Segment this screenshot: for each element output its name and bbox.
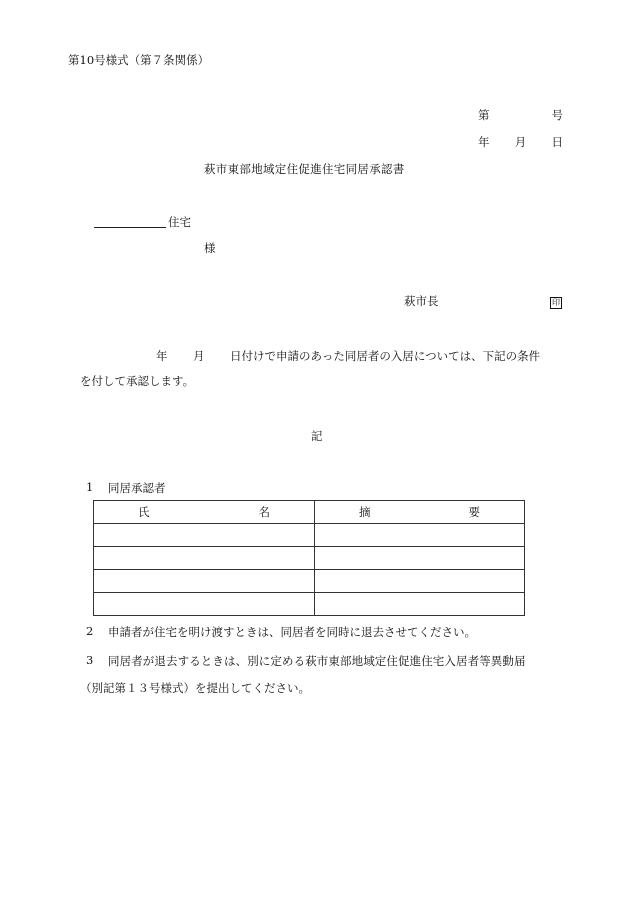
condition2-text: 申請者が住宅を明け渡すときは、同居者を同時に退去させてください。	[108, 625, 476, 639]
cell-remarks	[315, 593, 525, 616]
cell-name	[94, 547, 315, 570]
header-name-char1: 氏	[138, 505, 150, 519]
condition2-number: 2	[86, 624, 94, 638]
ki-heading: 記	[311, 429, 323, 443]
header-remarks	[315, 501, 525, 524]
addressee-name-blank	[94, 227, 166, 228]
table-row	[94, 524, 525, 547]
addressee-housing-label: 住宅	[168, 215, 191, 229]
header-name-char2: 名	[258, 505, 270, 519]
seal-mark: 印	[552, 298, 560, 307]
header-remarks-char1: 摘	[359, 505, 371, 519]
body-line1: 日付けで申請のあった同居者の入居については、下記の条件	[230, 349, 541, 363]
condition3-number: 3	[86, 653, 94, 667]
header-name	[94, 501, 315, 524]
table-row	[94, 547, 525, 570]
document-number-line	[478, 107, 563, 123]
header-remarks-char2: 要	[468, 505, 480, 519]
doc-number-suffix: 号	[551, 108, 563, 122]
cell-remarks	[315, 570, 525, 593]
date-day: 日	[551, 135, 563, 149]
section1-number: 1	[86, 480, 94, 494]
section1-label: 同居承認者	[108, 481, 166, 495]
cell-name	[94, 570, 315, 593]
table-row	[94, 570, 525, 593]
body-year: 年	[156, 349, 168, 363]
issuer-seal	[550, 294, 562, 309]
doc-number-prefix: 第	[478, 108, 490, 122]
issue-date-line	[478, 134, 563, 150]
form-number: 第10号様式（第７条関係）	[68, 53, 210, 67]
addressee-honorific: 様	[204, 241, 216, 255]
date-month: 月	[514, 135, 527, 149]
cell-name	[94, 524, 315, 547]
date-year: 年	[478, 135, 490, 149]
body-month: 月	[193, 349, 205, 363]
cell-remarks	[315, 524, 525, 547]
issuer-name: 萩市長	[404, 294, 439, 308]
body-line2: を付して承認します。	[80, 374, 195, 388]
condition3-text: 同居者が退去するときは、別に定める萩市東部地域定住促進住宅入居者等異動届	[108, 654, 526, 668]
table-row	[94, 593, 525, 616]
document-title: 萩市東部地域定住促進住宅同居承認書	[204, 162, 405, 176]
condition3-text-line2: （別記第１３号様式）を提出してください。	[80, 681, 310, 695]
cell-remarks	[315, 547, 525, 570]
cohabitant-table	[93, 500, 525, 616]
table-header-row	[94, 501, 525, 524]
cell-name	[94, 593, 315, 616]
